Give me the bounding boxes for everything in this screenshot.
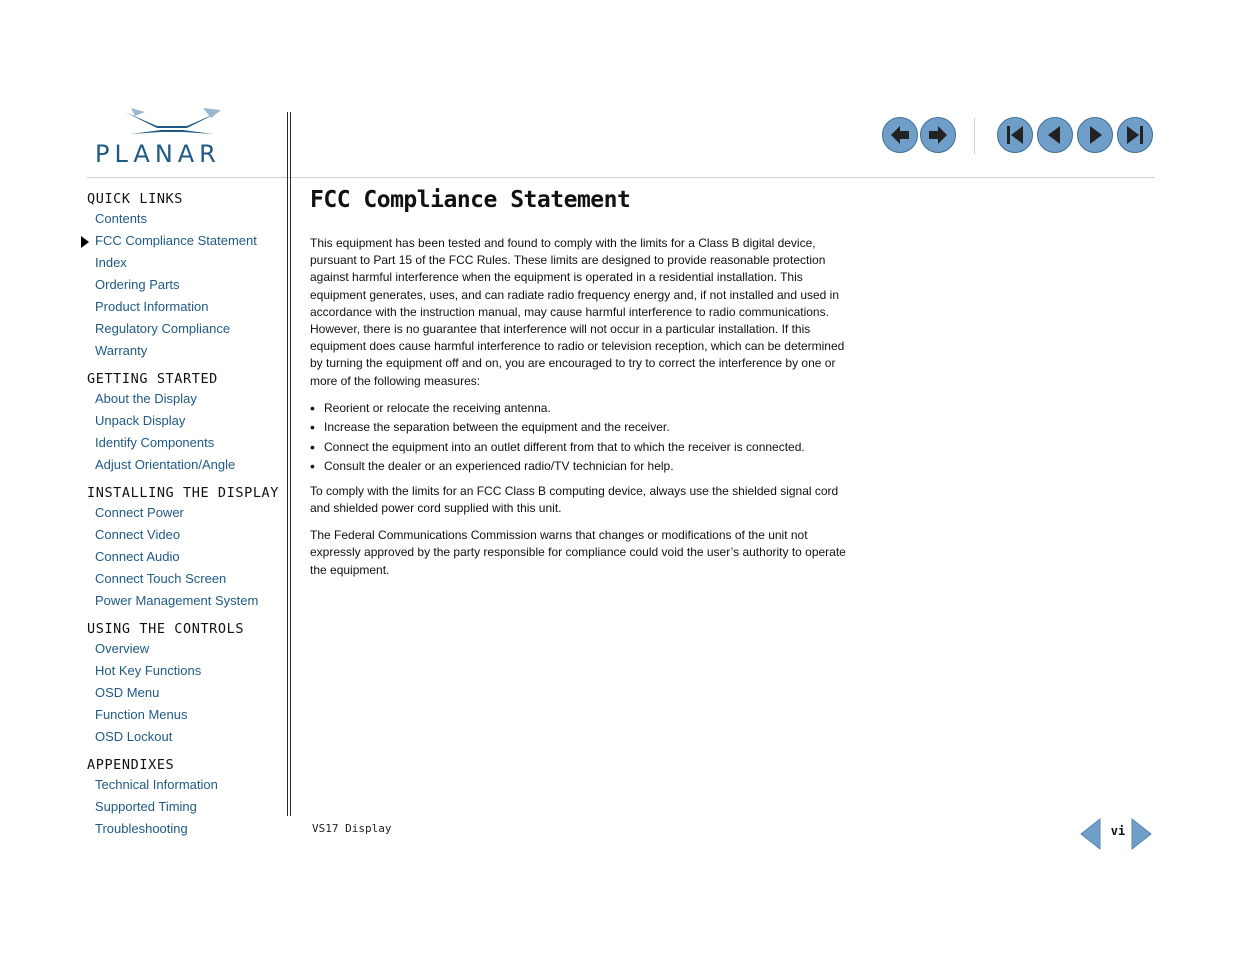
section-heading: GETTING STARTED	[87, 371, 218, 387]
arrow-left-icon	[888, 123, 912, 147]
sidebar-item-connect-touch-screen[interactable]: Connect Touch Screen	[95, 571, 227, 586]
intro-paragraph: This equipment has been tested and found to comply with the limits for a Class B digital device, pursuant to Part 15 of the FCC Rules. These limits are designed to provide reasonable protection against harmful interference when the equipment is operated in a residential installation. This equipment generates, uses, and can radiate radio frequency energy and, if not installed and used in accordance with the instruction manual, may cause harmful interference to radio communications. However, there is no guarantee that interference will not occur in a particular installation. If this equipment does cause harmful interference to radio or television reception, which can be determined by turning the equipment off and on, you are encouraged to try to correct the interference by one or more of the following measures:	[310, 236, 845, 388]
sidebar-item-troubleshooting[interactable]: Troubleshooting	[95, 821, 188, 836]
footer-doc-name: VS17 Display	[312, 822, 392, 835]
sidebar	[87, 191, 282, 849]
sidebar-section-quick-links	[87, 191, 282, 362]
sidebar-item-contents[interactable]: Contents	[95, 211, 148, 226]
arrow-right-icon	[926, 123, 950, 147]
sidebar-item-technical-information[interactable]: Technical Information	[95, 777, 218, 792]
footer-next-page-button[interactable]	[1130, 818, 1152, 855]
triangle-right-icon	[1083, 123, 1107, 147]
nav-separator	[974, 118, 975, 154]
section-heading: INSTALLING THE DISPLAY	[87, 485, 280, 501]
section-heading: USING THE CONTROLS	[87, 621, 245, 637]
logo-mark-icon	[95, 106, 251, 140]
logo-text: PLANAR	[95, 140, 221, 168]
planar-logo	[95, 106, 251, 168]
sidebar-item-connect-power[interactable]: Connect Power	[95, 505, 184, 520]
sidebar-item-warranty[interactable]: Warranty	[95, 343, 148, 358]
history-back-button[interactable]	[882, 117, 918, 153]
sidebar-divider	[287, 112, 288, 816]
sidebar-item-power-management[interactable]: Power Management System	[95, 593, 259, 608]
sidebar-item-ordering-parts[interactable]: Ordering Parts	[95, 277, 180, 292]
sidebar-section-getting-started	[87, 371, 282, 476]
sidebar-item-index[interactable]: Index	[95, 255, 127, 270]
sidebar-item-connect-audio[interactable]: Connect Audio	[95, 549, 180, 564]
triangle-right-icon	[1130, 818, 1152, 850]
main-content	[310, 183, 858, 589]
previous-page-button[interactable]	[1037, 117, 1073, 153]
section-heading: QUICK LINKS	[87, 191, 184, 207]
sidebar-item-label: FCC Compliance Statement	[95, 233, 257, 248]
first-page-button[interactable]	[997, 117, 1033, 153]
section-heading: APPENDIXES	[87, 757, 175, 773]
triangle-left-icon	[1080, 818, 1102, 850]
sidebar-item-hot-key-functions[interactable]: Hot Key Functions	[95, 663, 202, 678]
page-number: vi	[1110, 824, 1126, 838]
sidebar-item-unpack-display[interactable]: Unpack Display	[95, 413, 186, 428]
footer-prev-page-button[interactable]	[1080, 818, 1102, 855]
sidebar-item-adjust-orientation[interactable]: Adjust Orientation/Angle	[95, 457, 236, 472]
sidebar-section-controls	[87, 621, 282, 748]
sidebar-item-supported-timing[interactable]: Supported Timing	[95, 799, 197, 814]
sidebar-item-identify-components[interactable]: Identify Components	[95, 435, 215, 450]
history-forward-button[interactable]	[920, 117, 956, 153]
sidebar-section-appendixes	[87, 757, 282, 840]
list-item: • Increase the separation between the equipment and the receiver.	[310, 419, 858, 436]
skip-last-icon	[1123, 123, 1147, 147]
triangle-left-icon	[1043, 123, 1067, 147]
last-page-button[interactable]	[1117, 117, 1153, 153]
sidebar-item-product-information[interactable]: Product Information	[95, 299, 209, 314]
page-title: FCC Compliance Statement	[310, 187, 631, 213]
sidebar-item-fcc-compliance[interactable]	[95, 230, 282, 252]
skip-first-icon	[1003, 123, 1027, 147]
current-page-marker-icon	[81, 236, 89, 248]
sidebar-item-function-menus[interactable]: Function Menus	[95, 707, 188, 722]
sidebar-item-osd-menu[interactable]: OSD Menu	[95, 685, 160, 700]
next-page-button[interactable]	[1077, 117, 1113, 153]
sidebar-item-connect-video[interactable]: Connect Video	[95, 527, 181, 542]
sidebar-item-about-display[interactable]: About the Display	[95, 391, 197, 406]
sidebar-item-osd-lockout[interactable]: OSD Lockout	[95, 729, 173, 744]
list-item: • Connect the equipment into an outlet different from that to which the receiver is connected.	[310, 439, 858, 456]
list-item: • Reorient or relocate the receiving antenna.	[310, 400, 858, 417]
sidebar-item-regulatory-compliance[interactable]: Regulatory Compliance	[95, 321, 231, 336]
measures-list	[310, 400, 858, 475]
shielded-cord-paragraph: To comply with the limits for an FCC Class B computing device, always use the shielded signal cord and shielded power cord supplied with this unit.	[310, 483, 839, 516]
sidebar-divider-inner	[290, 112, 291, 816]
list-item: • Consult the dealer or an experienced radio/TV technician for help.	[310, 458, 858, 475]
sidebar-item-overview[interactable]: Overview	[95, 641, 150, 656]
header-divider	[87, 177, 1155, 178]
sidebar-section-installing	[87, 485, 282, 612]
warning-paragraph: The Federal Communications Commission warns that changes or modifications of the unit not expressly approved by the party responsible for compliance could void the user’s authority to operate the equipment.	[310, 528, 846, 577]
